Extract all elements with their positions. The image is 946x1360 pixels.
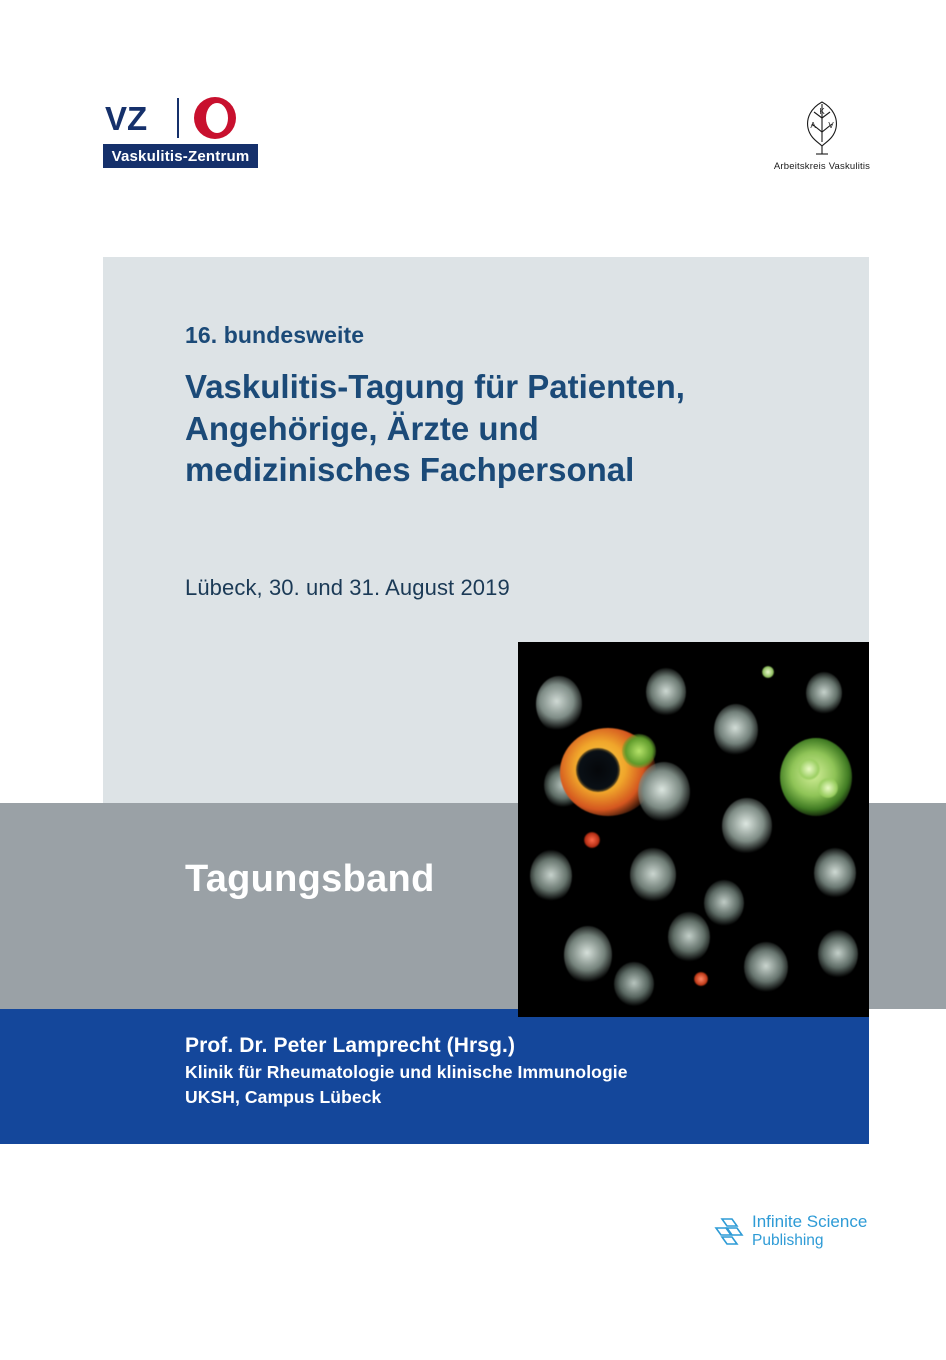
publisher-name-line-1: Infinite Science bbox=[752, 1211, 868, 1231]
cover-subtitle: Lübeck, 30. und 31. August 2019 bbox=[185, 575, 510, 600]
publisher-name-line-2: Publishing bbox=[752, 1231, 824, 1249]
stained-cell-green bbox=[622, 734, 656, 768]
vz-divider bbox=[177, 98, 179, 138]
title-line-3: medizinisches Fachpersonal bbox=[185, 451, 635, 489]
cell-nucleus-dark bbox=[576, 748, 620, 792]
arbeitskreis-vaskulitis-logo bbox=[770, 98, 874, 172]
title-line-1: Vaskulitis-Tagung für Patienten, bbox=[185, 368, 685, 405]
cell-vesicle bbox=[818, 778, 838, 798]
akv-caption-label: Arbeitskreis Vaskulitis bbox=[773, 161, 871, 172]
cell-blob bbox=[806, 672, 842, 714]
cell-blob bbox=[704, 880, 744, 926]
cell-blob bbox=[668, 912, 710, 962]
cell-blob bbox=[614, 962, 654, 1006]
cell-blob bbox=[814, 848, 856, 898]
cell-blob bbox=[530, 850, 572, 902]
cover-image bbox=[518, 642, 869, 1017]
publisher-name bbox=[752, 1212, 867, 1250]
cell-blob bbox=[536, 676, 582, 732]
cell-blob bbox=[638, 762, 690, 822]
section-label: Tagungsband bbox=[185, 858, 435, 900]
cell-blob bbox=[646, 668, 686, 716]
blood-drop-circle-icon bbox=[194, 97, 236, 139]
cover-kicker: 16. bundesweite bbox=[185, 322, 365, 348]
editor-name: Prof. Dr. Peter Lamprecht (Hrsg.) bbox=[185, 1034, 516, 1057]
cube-logo-icon bbox=[711, 1214, 745, 1248]
vz-wordmark-label: Vaskulitis-Zentrum bbox=[111, 147, 250, 165]
svg-text:K: K bbox=[819, 107, 825, 116]
vz-logo-top bbox=[103, 96, 258, 141]
editor-institution: UKSH, Campus Lübeck bbox=[185, 1086, 382, 1107]
cell-vesicle bbox=[762, 666, 774, 678]
cell-blob bbox=[722, 798, 772, 854]
cell-vesicle bbox=[798, 758, 820, 780]
cell-blob bbox=[744, 942, 788, 992]
svg-text:V: V bbox=[828, 121, 834, 130]
cell-blob bbox=[818, 930, 858, 978]
cell-vesicle bbox=[694, 972, 708, 986]
editor-block bbox=[185, 1032, 628, 1109]
vz-wordmark-bar bbox=[103, 144, 258, 168]
title-line-2: Angehörige, Ärzte und bbox=[185, 409, 539, 447]
cell-blob bbox=[564, 926, 612, 984]
vz-abbrev-label: VZ bbox=[105, 100, 148, 137]
vaskulitis-zentrum-logo bbox=[103, 96, 258, 168]
cell-blob bbox=[714, 704, 758, 756]
svg-text:A: A bbox=[810, 121, 816, 130]
cell-blob bbox=[630, 848, 676, 902]
cell-vesicle bbox=[584, 832, 600, 848]
editor-department: Klinik für Rheumatologie und klinische Immunologie bbox=[185, 1061, 628, 1082]
publisher-logo bbox=[711, 1208, 881, 1254]
page-title bbox=[185, 366, 845, 491]
vasculitis-working-group-emblem bbox=[770, 98, 874, 160]
